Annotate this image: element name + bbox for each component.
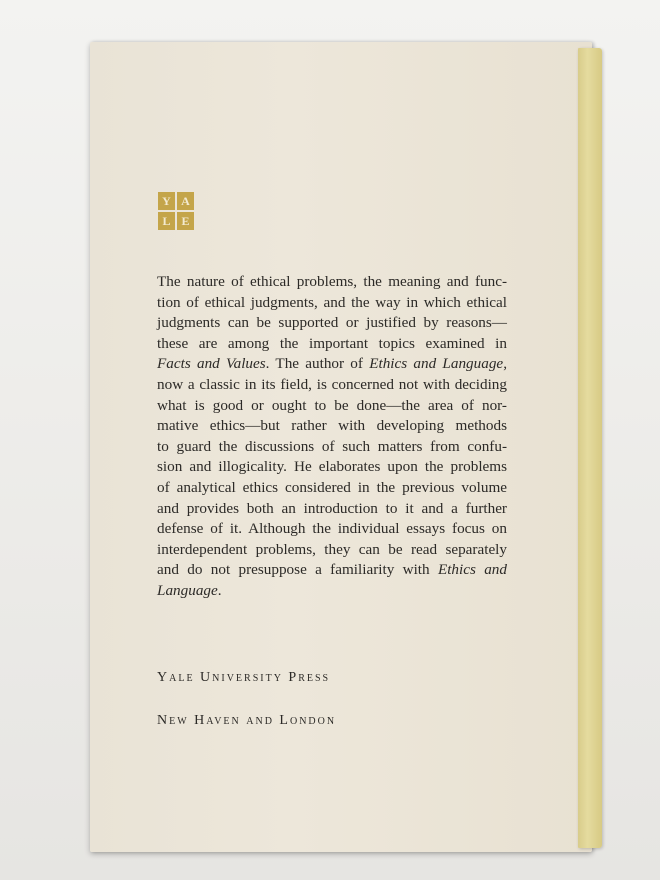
book-spine-edge	[578, 48, 602, 848]
blurb-line: what is good or ought to be done—the area of nor-	[157, 396, 507, 414]
blurb-line: interdependent problems, they can be read separately	[157, 540, 507, 558]
blurb-line: judgments can be supported or justified by reasons—	[157, 314, 507, 332]
blurb-line: to guard the discussions of such matters from confu-	[157, 437, 507, 455]
logo-letter-l: L	[158, 212, 175, 230]
blurb-line: The nature of ethical problems, the meaning and func-	[157, 273, 507, 290]
blurb-line: sion and illogicality. He elaborates upon the problems	[157, 458, 507, 476]
logo-letter-a: A	[177, 192, 194, 210]
blurb-line: of analytical ethics considered in the previous volume	[157, 478, 507, 496]
blurb-line: mative ethics—but rather with developing methods	[157, 417, 507, 435]
blurb-line: these are among the important topics examined in	[157, 334, 507, 352]
yale-logo	[158, 192, 194, 230]
blurb-line: Facts and Values. The author of Ethics and Language,	[157, 355, 507, 373]
publisher-location: New Haven and London	[157, 713, 337, 728]
blurb-line: Language.	[157, 581, 222, 599]
logo-letter-y: Y	[158, 192, 175, 210]
book-description	[157, 272, 507, 602]
blurb-line: and provides both an introduction to it and a further	[157, 499, 507, 517]
blurb-line: defense of it. Although the individual essays focus on	[157, 520, 507, 538]
blurb-line: tion of ethical judgments, and the way in which ethical	[157, 293, 507, 311]
logo-letter-e: E	[177, 212, 194, 230]
blurb-line: now a classic in its field, is concerned not with deciding	[157, 375, 507, 393]
blurb-line: and do not presuppose a familiarity with Ethics and	[157, 561, 507, 579]
publisher-name: Yale University Press	[157, 670, 331, 685]
